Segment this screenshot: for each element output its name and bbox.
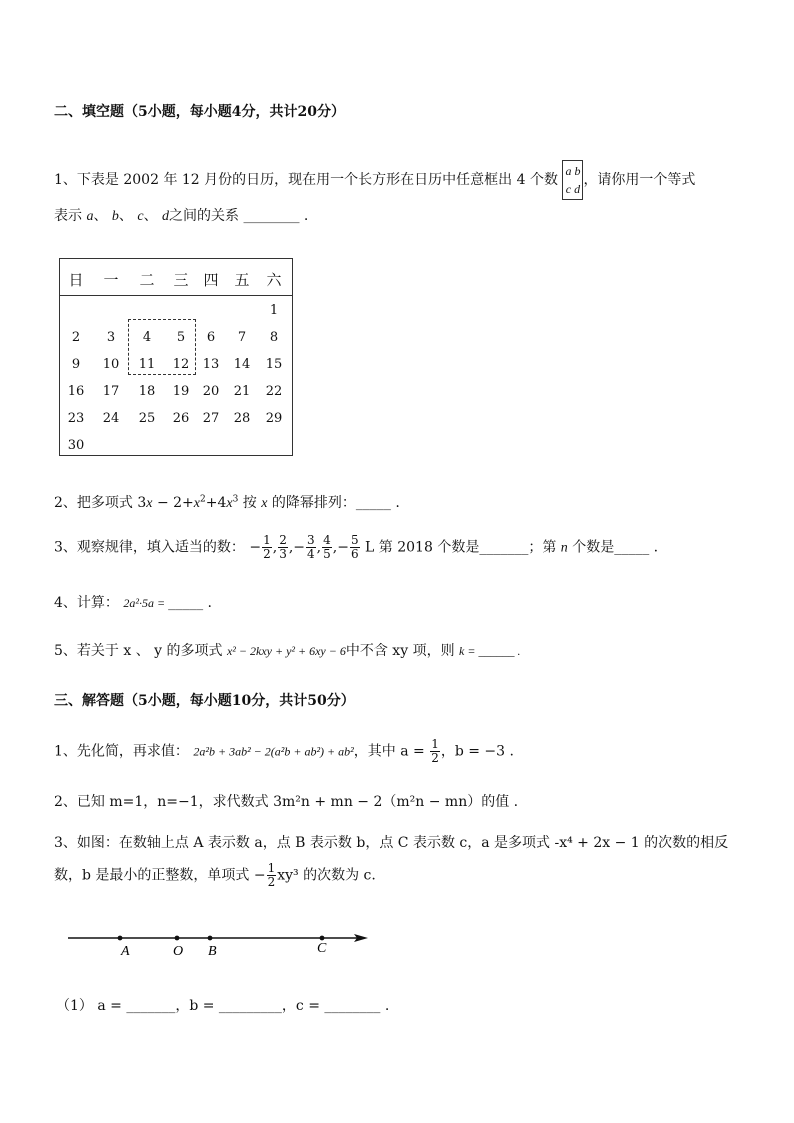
calendar-header: 一 bbox=[103, 271, 119, 289]
question-4: 4、计算： 2a²·5a = _____ . bbox=[54, 595, 212, 611]
section3-question-2: 2、已知 m=1，n=−1，求代数式 3m²n + mn − 2（m²n − mn）的值 . bbox=[54, 794, 519, 810]
calendar-day: 26 bbox=[172, 411, 190, 426]
question-1: 1、下表是 2002 年 12 月份的日历，现在用一个长方形在日历中任意框出 4 个数 a b c d ，请你用一个等式 bbox=[54, 160, 695, 200]
fraction: $\frac{2}{3}$ bbox=[279, 533, 287, 561]
section2-title: 二、填空题（5小题，每小题4分，共计20分） bbox=[54, 104, 345, 120]
label-b: B bbox=[208, 944, 217, 959]
calendar-day: 16 bbox=[67, 384, 85, 399]
calendar-day: 28 bbox=[233, 411, 251, 426]
calendar-header: 日 bbox=[68, 271, 84, 289]
calendar-header: 六 bbox=[266, 271, 282, 289]
calendar-day: 2 bbox=[71, 330, 81, 345]
point-c bbox=[320, 936, 325, 941]
calendar-day: 20 bbox=[202, 384, 220, 399]
calendar-day: 11 bbox=[138, 357, 156, 372]
label-o: O bbox=[173, 944, 184, 959]
fraction: $\frac{1}{2}$ bbox=[431, 737, 439, 765]
label-c: C bbox=[317, 941, 327, 956]
selection-rectangle bbox=[128, 319, 196, 375]
section3-question-3-cont: 数，b 是最小的正整数，单项式 − $\frac{1}{2}$ xy³ 的次数为 c. bbox=[54, 861, 376, 889]
calendar-day: 25 bbox=[138, 411, 156, 426]
number-line bbox=[60, 925, 380, 965]
calendar-table bbox=[59, 258, 293, 456]
calendar-day: 8 bbox=[269, 330, 279, 345]
calendar-day: 12 bbox=[172, 357, 190, 372]
question-1-cont: 表示 a、 b、 c、 d之间的关系 ________ . bbox=[54, 208, 309, 224]
point-o bbox=[175, 936, 180, 941]
answer-line-1: （1） a = _______，b = _________，c = ________ . bbox=[56, 998, 390, 1014]
calendar-header: 三 bbox=[173, 271, 189, 289]
section3-title: 三、解答题（5小题，每小题10分，共计50分） bbox=[54, 693, 355, 709]
fraction: $\frac{1}{2}$ bbox=[267, 861, 276, 889]
calendar-day: 15 bbox=[265, 357, 283, 372]
fraction: $\frac{1}{2}$ bbox=[263, 533, 271, 561]
calendar-day: 24 bbox=[102, 411, 120, 426]
calendar-day: 5 bbox=[176, 330, 186, 345]
calendar-day: 4 bbox=[142, 330, 152, 345]
section3-question-1: 1、先化简，再求值： 2a²b + 3ab² − 2(a²b + ab²) + ab²，其中 a = $\frac{1}{2}$ ，b = −3 . bbox=[54, 737, 514, 765]
calendar-day: 18 bbox=[138, 384, 156, 399]
question-5: 5、若关于 x 、 y 的多项式 x² − 2kxy + y² + 6xy − 6中不含 xy 项，则 k = ______ . bbox=[54, 643, 521, 659]
calendar-day: 3 bbox=[106, 330, 116, 345]
calendar-day: 22 bbox=[265, 384, 283, 399]
calendar-day: 19 bbox=[172, 384, 190, 399]
fraction: $\frac{4}{5}$ bbox=[323, 533, 331, 561]
fraction: $\frac{3}{4}$ bbox=[307, 533, 315, 561]
calendar-day: 30 bbox=[67, 438, 85, 453]
calendar-header: 二 bbox=[139, 271, 155, 289]
calendar-header: 四 bbox=[203, 271, 219, 289]
question-2: 2、把多项式 $3x - 2+x^2+4x^3$ 按 x 的降幂排列：_____ . bbox=[54, 494, 400, 511]
question-3: 3、观察规律，填入适当的数： − $\frac{1}{2}$ , $\frac{2}{3}$ ,− $\frac{3}{4}$ , $\frac{4}{5}$ ,− $\frac{5}{6}$ L 第 2018 个数是_______；第 n 个数是_____ . bbox=[54, 533, 659, 561]
calendar-header: 五 bbox=[234, 271, 250, 289]
calendar-day: 1 bbox=[269, 303, 279, 318]
calendar-day: 10 bbox=[102, 357, 120, 372]
calendar-day: 29 bbox=[265, 411, 283, 426]
matrix-abcd: a b c d bbox=[562, 160, 583, 200]
section3-question-3: 3、如图：在数轴上点 A 表示数 a，点 B 表示数 b，点 C 表示数 c，a 是多项式 -x⁴ + 2x − 1 的次数的相反 bbox=[54, 835, 729, 851]
fraction: $\frac{5}{6}$ bbox=[350, 533, 359, 561]
calendar-day: 7 bbox=[237, 330, 247, 345]
calendar-day: 21 bbox=[233, 384, 251, 399]
calendar-day: 13 bbox=[202, 357, 220, 372]
calendar-day: 23 bbox=[67, 411, 85, 426]
label-a: A bbox=[121, 944, 130, 959]
point-a bbox=[118, 936, 123, 941]
calendar-day: 27 bbox=[202, 411, 220, 426]
calendar-divider bbox=[60, 295, 292, 296]
calendar-day: 6 bbox=[206, 330, 216, 345]
point-b bbox=[208, 936, 213, 941]
calendar-day: 9 bbox=[71, 357, 81, 372]
calendar-day: 14 bbox=[233, 357, 251, 372]
calendar-day: 17 bbox=[102, 384, 120, 399]
